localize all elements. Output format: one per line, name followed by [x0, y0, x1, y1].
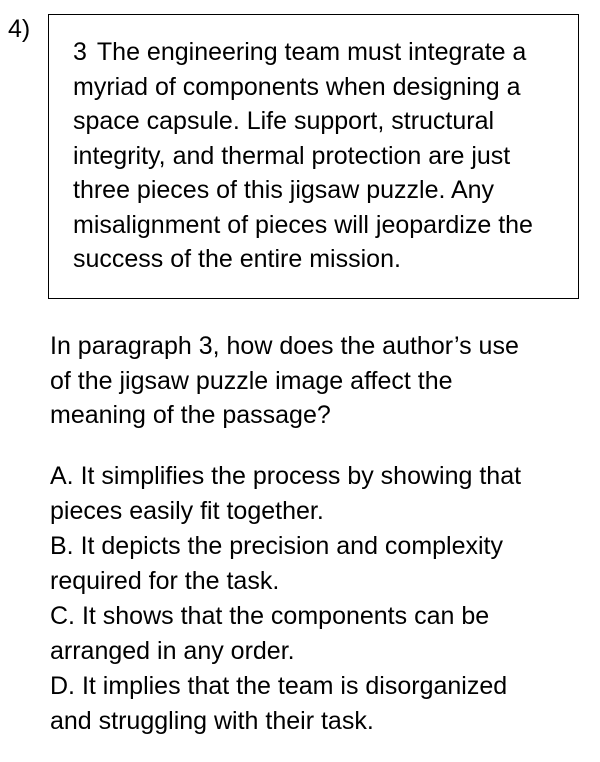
- passage-line: three pieces of this jigsaw puzzle. Any: [73, 176, 495, 204]
- answer-choice-line: B. It depicts the precision and complexity: [50, 532, 504, 560]
- answer-choice-line: pieces easily fit together.: [50, 497, 324, 525]
- passage-box: [48, 14, 579, 299]
- answer-choice-line: arranged in any order.: [50, 637, 295, 665]
- answer-choice-line: C. It shows that the components can be: [50, 602, 490, 630]
- passage-line: [73, 35, 573, 70]
- question-stem: [50, 329, 590, 433]
- answer-choice-line: A. It simplifies the process by showing that: [50, 462, 522, 490]
- question-stem-line: of the jigsaw puzzle image affect the: [50, 366, 453, 395]
- question-stem-line: In paragraph 3, how does the author’s use: [50, 332, 519, 360]
- question-number: 4): [8, 15, 31, 43]
- passage-text: [73, 35, 573, 277]
- passage-line: myriad of components when designing a: [73, 72, 521, 101]
- answer-choice-c[interactable]: [50, 599, 595, 669]
- answer-choice-line: and struggling with their task.: [50, 707, 374, 735]
- passage-line: success of the entire mission.: [73, 245, 401, 273]
- passage-line: misalignment of pieces will jeopardize the: [73, 210, 533, 239]
- answer-choice-line: D. It implies that the team is disorganized: [50, 672, 508, 700]
- answer-choice-b[interactable]: [50, 529, 595, 599]
- passage-line: integrity, and thermal protection are just: [73, 141, 511, 170]
- paragraph-number: 3: [73, 38, 87, 66]
- answer-choices: [50, 459, 595, 739]
- answer-choice-a[interactable]: [50, 459, 595, 529]
- passage-line: space capsule. Life support, structural: [73, 107, 495, 135]
- question-stem-line: meaning of the passage?: [50, 401, 331, 429]
- answer-choice-line: required for the task.: [50, 567, 280, 595]
- answer-choice-d[interactable]: [50, 669, 595, 739]
- passage-line-text: The engineering team must integrate a: [96, 38, 527, 66]
